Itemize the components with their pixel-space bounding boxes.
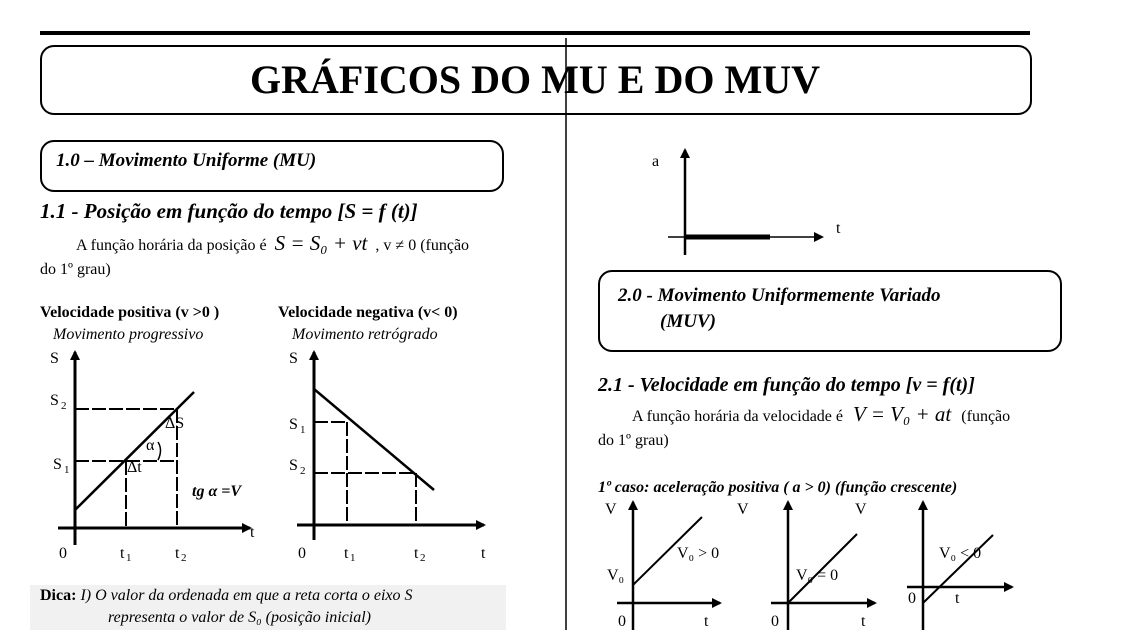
label-t: t <box>704 613 709 630</box>
label-s: S <box>50 350 59 367</box>
label-origin: 0 <box>59 545 67 562</box>
label-s1: S <box>53 456 62 473</box>
label-s2: S <box>289 457 298 474</box>
label-s1-sub: 1 <box>300 424 306 436</box>
label-v: V <box>855 501 867 518</box>
page-title: GRÁFICOS DO MU E DO MUV <box>250 57 820 102</box>
formula: S = S₀ + vt <box>274 231 368 255</box>
text: I) O valor da ordenada em que a reta corta o eixo S <box>80 587 413 604</box>
label-t: t <box>481 545 486 562</box>
label-v0: V₀ <box>607 567 625 584</box>
heading-position: 1.1 - Posição em função do tempo [S = f (t)] <box>40 199 418 223</box>
label-v: V <box>605 501 617 518</box>
label-t2: t <box>175 545 180 562</box>
graph-acceleration <box>668 150 822 255</box>
label-s2-sub: 2 <box>300 465 306 477</box>
label-t1-sub: 1 <box>350 552 356 564</box>
label-origin: 0 <box>771 613 779 630</box>
label-origin: 0 <box>908 590 916 607</box>
label-t1: t <box>120 545 125 562</box>
tip-label: Dica: <box>40 587 77 604</box>
label-condition: V₀ < 0 <box>939 545 982 562</box>
label-origin: 0 <box>618 613 626 630</box>
label-origin: 0 <box>298 545 306 562</box>
text: A função horária da posição é <box>76 237 267 254</box>
text: do 1º grau) <box>598 432 669 449</box>
label-t1: t <box>344 545 349 562</box>
label-tangent: tg α =V <box>192 483 242 500</box>
section-title-mu: 1.0 – Movimento Uniforme (MU) <box>56 150 317 171</box>
position-text <box>76 231 469 256</box>
label-t2-sub: 2 <box>420 552 426 564</box>
label-condition: V₀ = 0 <box>796 567 839 584</box>
graph-velocity-v0-zero <box>771 502 875 630</box>
label-condition: V₀ > 0 <box>677 545 720 562</box>
graph-subtitle: Movimento progressivo <box>53 326 204 343</box>
label-a: a <box>652 153 660 170</box>
tip-line1 <box>40 587 413 605</box>
graph-velocity-v0-positive <box>617 502 720 630</box>
label-v: V <box>737 501 749 518</box>
text: , v ≠ 0 (função <box>375 237 470 254</box>
label-s1: S <box>289 416 298 433</box>
label-t2-sub: 2 <box>181 552 187 564</box>
graph-subtitle: Movimento retrógrado <box>292 326 438 343</box>
graph-title: Velocidade positiva (v >0 ) <box>40 304 220 321</box>
label-delta-t: Δt <box>127 459 142 476</box>
section-title-muv: 2.0 - Movimento Uniformemente Variado <box>618 285 941 306</box>
heading-velocity: 2.1 - Velocidade em função do tempo [v = f(t)] <box>598 374 975 396</box>
velocity-text <box>632 402 1010 427</box>
label-t1-sub: 1 <box>126 552 132 564</box>
text: A função horária da velocidade é <box>632 408 844 425</box>
text: do 1º grau) <box>40 261 111 278</box>
angle-arc <box>158 442 161 460</box>
label-t2: t <box>414 545 419 562</box>
tip-line2: representa o valor de S₀ (posição inicial) <box>108 609 371 626</box>
label-alpha: α <box>146 437 155 454</box>
formula: V = V₀ + at <box>853 402 952 426</box>
label-s2: S <box>50 392 59 409</box>
label-t: t <box>955 590 960 607</box>
label-t: t <box>250 524 255 541</box>
label-s: S <box>289 350 298 367</box>
text: (função <box>961 408 1011 425</box>
graph-position-negative-velocity <box>297 352 484 540</box>
label-t: t <box>861 613 866 630</box>
graph-velocity-v0-negative <box>907 502 1012 630</box>
label-s2-sub: 2 <box>61 400 67 412</box>
case-heading: 1º caso: aceleração positiva ( a > 0) (função crescente) <box>598 479 958 496</box>
graph-title: Velocidade negativa (v< 0) <box>278 304 458 321</box>
label-delta-s: ΔS <box>165 415 185 432</box>
label-t: t <box>836 220 841 237</box>
section-title-muv-2: (MUV) <box>660 311 716 332</box>
label-s1-sub: 1 <box>64 464 70 476</box>
